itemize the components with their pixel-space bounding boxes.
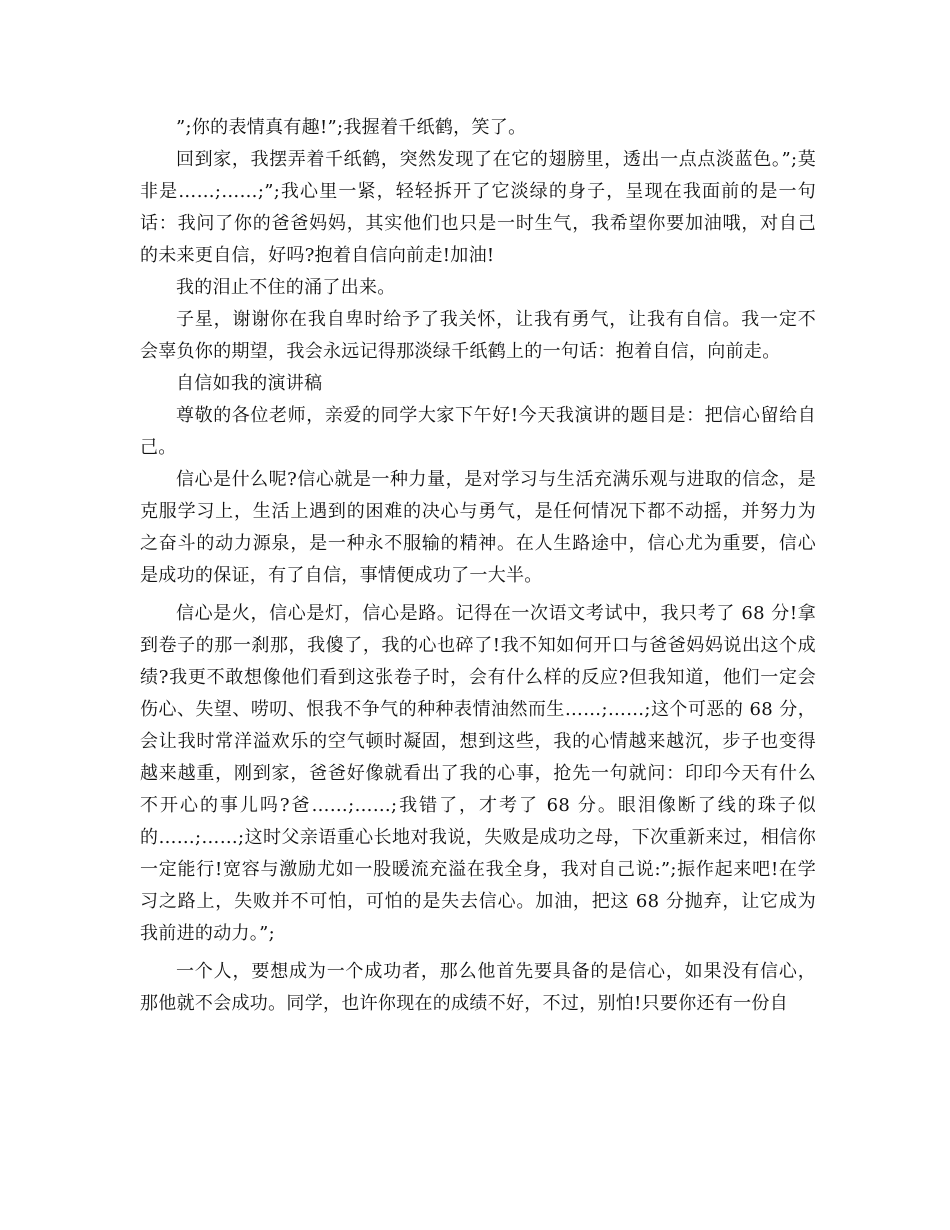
paragraph-7: 信心是什么呢?信心就是一种力量，是对学习与生活充满乐观与进取的信念，是克服学习上，生活上遇到的困难的决心与勇气，是任何情况下都不动摇，并努力为之奋斗的动力源泉，是一种永不服输的精神。在人生路途中，信心尤为重要，信心是成功的保证，有了自信，事情便成功了一大半。 — [140, 469, 816, 586]
document-page — [140, 112, 816, 1020]
paragraph-6: 尊敬的各位老师，亲爱的同学大家下午好!今天我演讲的题目是：把信心留给自己。 — [140, 405, 816, 458]
paragraph-3: 我的泪止不住的涌了出来。 — [176, 277, 396, 298]
paragraph-9: 一个人，要想成为一个成功者，那么他首先要具备的是信心，如果没有信心，那他就不会成功。同学，也许你现在的成绩不好，不过，别怕!只要你还有一份自 — [140, 961, 816, 1014]
paragraph-4: 子星，谢谢你在我自卑时给予了我关怀，让我有勇气，让我有自信。我一定不会辜负你的期望，我会永远记得那淡绿千纸鹤上的一句话：抱着自信，向前走。 — [140, 309, 816, 362]
section-title: 自信如我的演讲稿 — [176, 373, 323, 394]
paragraph-1: ”;你的表情真有趣!”;我握着千纸鹤，笑了。 — [176, 117, 527, 138]
paragraph-8: 信心是火，信心是灯，信心是路。记得在一次语文考试中，我只考了 68 分!拿到卷子的那一刹那，我傻了，我的心也碎了!我不知如何开口与爸爸妈妈说出这个成绩?我更不敢想像他们看到这张卷子时，会有什么样的反应?但我知道，他们一定会伤心、失望、唠叨、恨我不争气的种种表情油然而生……;……;这个可恶的 68 分，会让我时常洋溢欢乐的空气顿时凝固，想到这些，我的心情越来越沉，步子也变得越来越重，刚到家，爸爸好像就看出了我的心事，抢先一句就问：印印今天有什么不开心的事儿吗?爸……;……;我错了，才考了 68 分。眼泪像断了线的珠子似的……;……;这时父亲语重心长地对我说，失败是成功之母，下次重新来过，相信你一定能行!宽容与激励尤如一股暖流充溢在我全身，我对自己说:”;振作起来吧!在学习之路上，失败并不可怕，可怕的是失去信心。加油，把这 68 分抛弃，让它成为我前进的动力。”; — [140, 603, 816, 944]
paragraph-2: 回到家，我摆弄着千纸鹤，突然发现了在它的翅膀里，透出一点点淡蓝色。”;莫非是……;……;”;我心里一紧，轻轻拆开了它淡绿的身子，呈现在我面前的是一句话：我问了你的爸爸妈妈，其实他们也只是一时生气，我希望你要加油哦，对自己的未来更自信，好吗?抱着自信向前走!加油! — [140, 149, 817, 266]
